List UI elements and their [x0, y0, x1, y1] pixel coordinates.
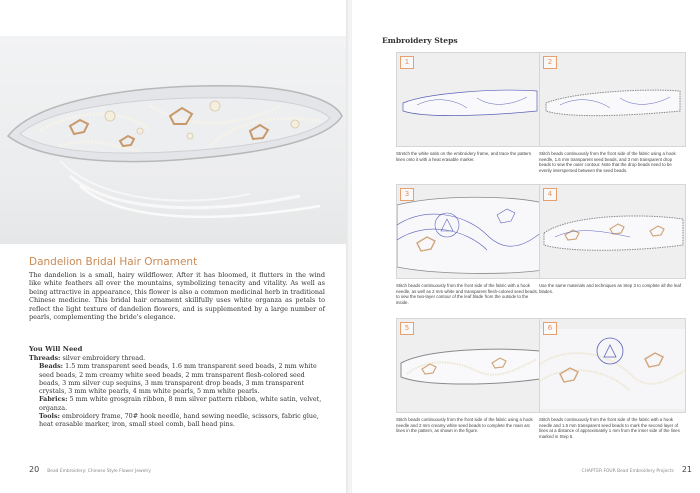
step-illustration	[540, 319, 686, 413]
project-title: Dandelion Bridal Hair Ornament	[29, 256, 198, 268]
page-number: 21	[681, 465, 692, 474]
step-photo	[396, 184, 543, 279]
step-number-badge: 6	[543, 322, 557, 335]
step-card	[539, 318, 686, 439]
step-photo	[539, 52, 686, 147]
steps-heading: Embroidery Steps	[382, 36, 458, 45]
step-caption: Stitch beads continuously from the front side of the fabric using a hook needle and 2 mm creamy white seed beads to complete the main arc lines in the pattern, as shown in the figure.	[396, 417, 533, 434]
project-intro: The dandelion is a small, hairy wildflower. After it has bloomed, it flutters in the wind like white feathers all over the mountains, symbolizing tenacity and vitality. As well as being attractive in appearance, this flower is also a common medicinal herb in traditional Chinese medicine. This bridal hair ornament skillfully uses white organza as petals to reflect the light texture of dandelion flowers, and is supplemented by a large number of pearls, complementing the bride's elegance.	[29, 271, 325, 322]
step-caption: Stitch beads continuously from the front side of the fabric using a hook needle, 1.6 mm transparent seed beads, and 3 mm transparent drop beads to sew the outer contour. Note that the drop beads need to be evenly interspersed between the seed beads.	[539, 151, 676, 173]
step-number-badge: 1	[400, 56, 414, 69]
step-photo	[396, 318, 543, 413]
materials-beads: Beads: 1.5 mm transparent seed beads, 1.6 mm transparent seed beads, 2 mm white seed beads, 2 mm creamy white seed beads, 2 mm transparent flesh-colored seed beads, 3 mm silver cup sequins, 3 mm transparent drop beads, 3 mm transparent crystals, 3 mm white pearls, 4 mm white pearls, 5 mm white pearls.	[39, 362, 317, 396]
step-illustration	[397, 185, 543, 279]
materials-list	[29, 354, 325, 429]
page-number: 20	[29, 465, 40, 474]
step-photo	[539, 184, 686, 279]
materials-fabrics: Fabrics: 5 mm white grosgrain ribbon, 8 mm silver pattern ribbon, white satin, velvet, organza.	[39, 395, 322, 412]
left-folio	[29, 465, 151, 474]
step-number-badge: 4	[543, 188, 557, 201]
step-illustration	[540, 185, 686, 279]
step-number-badge: 3	[400, 188, 414, 201]
running-head: CHAPTER FOUR Bead Embroidery Projects	[581, 469, 674, 474]
left-page	[0, 0, 348, 493]
materials-threads: Threads: silver embroidery thread.	[29, 354, 146, 362]
running-head: Bead Embroidery: Chinese Style Flower Jewelry	[47, 469, 151, 474]
step-photo	[539, 318, 686, 413]
right-page	[352, 0, 700, 493]
materials-tools: Tools: embroidery frame, 70# hook needle, hand sewing needle, scissors, fabric glue, heat erasable marker, iron, small steel comb, ball head pins.	[39, 412, 319, 429]
step-illustration	[397, 53, 543, 147]
step-card	[396, 318, 543, 434]
materials-heading: You Will Need	[29, 345, 83, 353]
step-caption: Stitch beads continuously from the front side of the fabric with a hook needle, as well as 2 mm white and transparent flesh-colored seed beads, to sew the two-layer contour of the leaf blade from the outside to the inside.	[396, 283, 539, 305]
right-folio	[582, 465, 692, 474]
step-caption: Use the same materials and techniques as Step 3 to complete all the leaf blades.	[539, 283, 682, 294]
hair-ornament-photo	[0, 36, 348, 244]
step-caption: Stretch the white satin on the embroidery frame, and trace the pattern lines onto it with a heat erasable marker.	[396, 151, 532, 162]
step-number-badge: 2	[543, 56, 557, 69]
step-card	[396, 184, 543, 305]
step-card	[539, 52, 686, 173]
step-number-badge: 5	[400, 322, 414, 335]
step-card	[396, 52, 543, 162]
hair-ornament-illustration	[0, 36, 348, 244]
step-caption: Stitch beads continuously from the front side of the fabric with a hook needle and 1.5 mm transparent seed beads to mark the second layer of lines at a distance of approximately 1 mm from the inner side of the lines marked in Step 5.	[539, 417, 680, 439]
step-illustration	[540, 53, 686, 147]
step-illustration	[397, 319, 543, 413]
step-card	[539, 184, 686, 294]
step-photo	[396, 52, 543, 147]
